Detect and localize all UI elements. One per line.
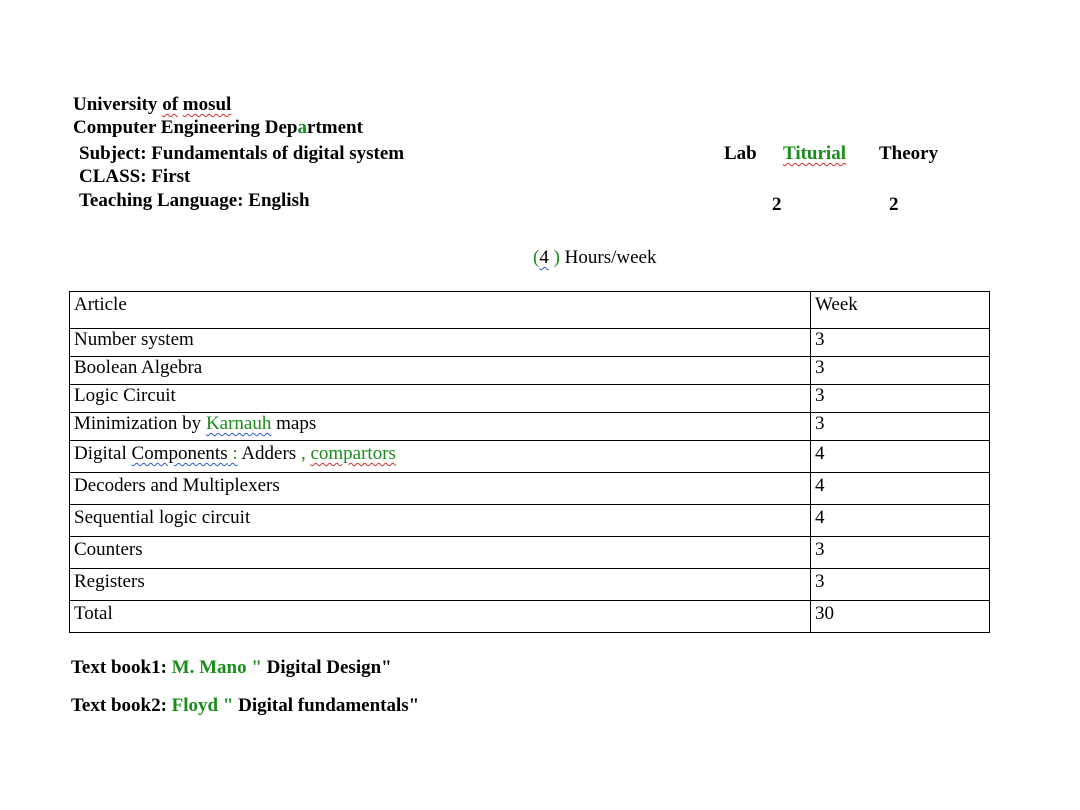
week-cell: 4: [811, 441, 990, 473]
textbook-1: [71, 656, 392, 679]
article-text: Digital: [74, 443, 132, 464]
article-cell: Logic Circuit: [70, 385, 811, 413]
table-row: [70, 601, 990, 633]
article-cell: [70, 413, 811, 441]
article-cell: Counters: [70, 537, 811, 569]
class-line: CLASS: First: [79, 166, 191, 187]
hours-unit: Hours/week: [564, 247, 657, 268]
week-cell: 3: [811, 413, 990, 441]
textbook-author: M. Mano ": [171, 657, 262, 678]
article-cell: Registers: [70, 569, 811, 601]
tutorial-hours: 2: [772, 194, 782, 215]
hours-close-paren: ): [553, 247, 560, 268]
hours-open-paren: (: [533, 247, 540, 268]
textbook-title: Digital Design": [261, 657, 392, 678]
table-row: [70, 505, 990, 537]
week-cell: 4: [811, 473, 990, 505]
textbook-label: Text book1:: [71, 657, 172, 678]
article-text: maps: [271, 413, 317, 434]
department-prefix: Computer Engineering Dep: [73, 117, 298, 138]
university-mosul: mosul: [182, 94, 232, 115]
total-label: Total: [70, 601, 811, 633]
flagged-comma: ,: [300, 443, 306, 464]
article-cell: Decoders and Multiplexers: [70, 473, 811, 505]
theory-hours: 2: [889, 194, 899, 215]
textbook-2: [71, 694, 419, 717]
university-of: of: [162, 94, 179, 115]
article-text: Adders: [237, 443, 301, 464]
table-header-row: [70, 292, 990, 329]
flagged-word: Components: [131, 443, 228, 464]
week-cell: 4: [811, 505, 990, 537]
week-header: Week: [811, 292, 990, 329]
table-row: [70, 413, 990, 441]
flagged-punct: :: [227, 443, 238, 464]
week-cell: 3: [811, 329, 990, 357]
article-cell: [70, 441, 811, 473]
department-suffix: rtment: [306, 117, 363, 138]
textbook-author: Floyd ": [171, 695, 234, 716]
tutorial-label: Titurial: [783, 143, 846, 164]
textbook-title: Digital fundamentals": [233, 695, 420, 716]
subject-line: Subject: Fundamentals of digital system: [79, 143, 405, 164]
table-row: [70, 385, 990, 413]
university-line: [73, 93, 231, 116]
week-cell: 3: [811, 357, 990, 385]
textbook-label: Text book2:: [71, 695, 172, 716]
week-cell: 3: [811, 537, 990, 569]
week-cell: 3: [811, 569, 990, 601]
hours-value: 4: [539, 247, 549, 268]
total-weeks: 30: [811, 601, 990, 633]
article-cell: Number system: [70, 329, 811, 357]
department-line: [73, 116, 363, 139]
table-row: [70, 537, 990, 569]
university-prefix: University: [73, 94, 163, 115]
table-row: [70, 357, 990, 385]
lab-label: Lab: [724, 143, 757, 164]
table-row: [70, 569, 990, 601]
department-highlight: a: [297, 117, 307, 138]
table-row: [70, 441, 990, 473]
article-header: Article: [70, 292, 811, 329]
language-line: Teaching Language: English: [79, 190, 310, 211]
table-row: [70, 473, 990, 505]
week-cell: 3: [811, 385, 990, 413]
table-row: [70, 329, 990, 357]
article-cell: Boolean Algebra: [70, 357, 811, 385]
theory-label: Theory: [879, 143, 939, 164]
hours-per-week: [533, 246, 656, 269]
flagged-word: compartors: [310, 443, 396, 464]
article-text: Minimization by: [74, 413, 206, 434]
flagged-word: Karnauh: [205, 413, 272, 434]
syllabus-table: [69, 291, 990, 633]
article-cell: Sequential logic circuit: [70, 505, 811, 537]
